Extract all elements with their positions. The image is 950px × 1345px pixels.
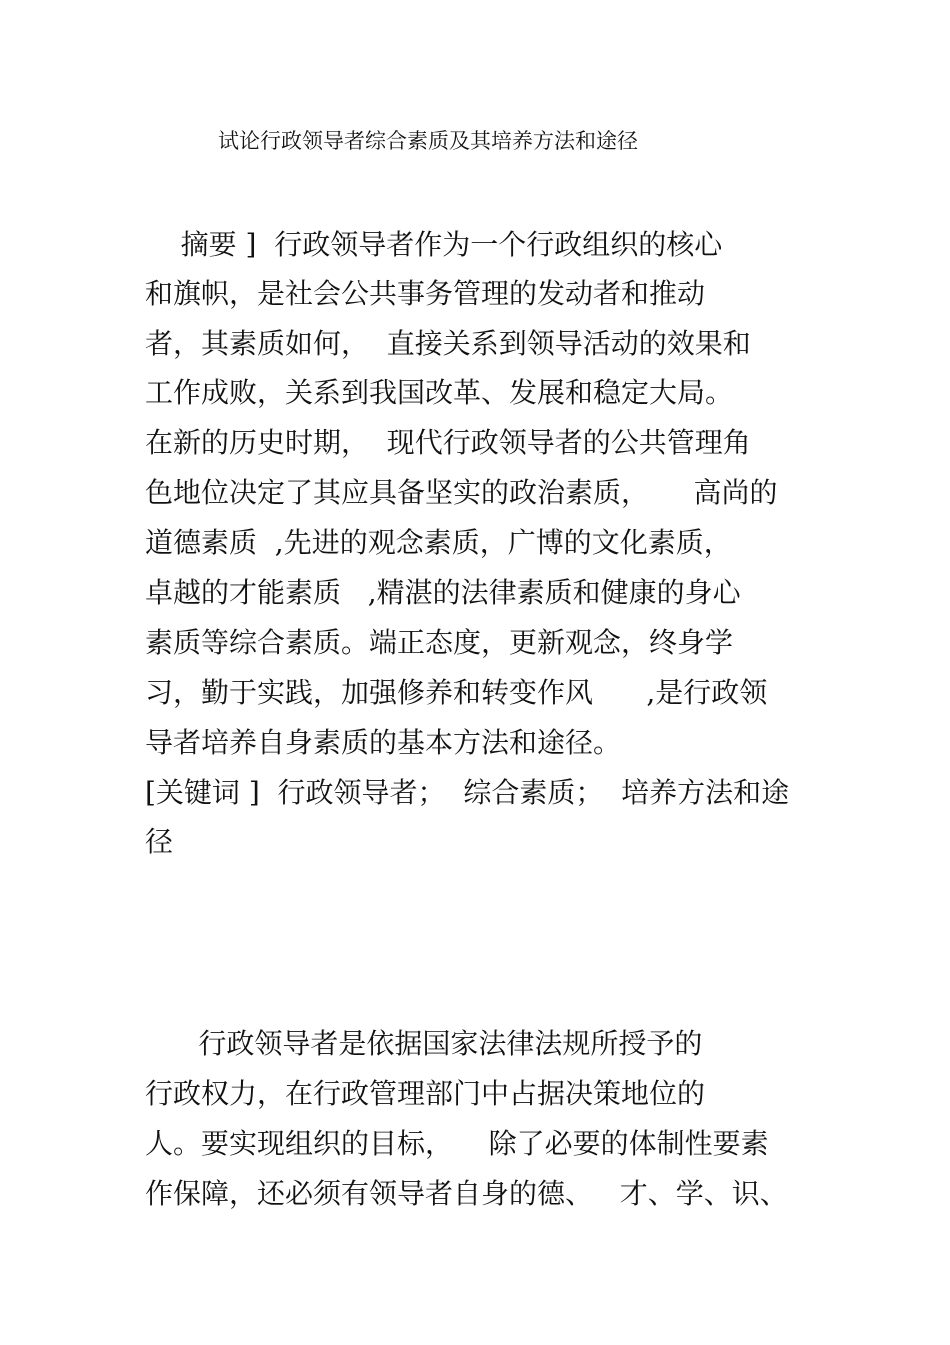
- abstract-line: 习，勤于实践，加强修养和转变作风 ,是行政领: [145, 676, 768, 709]
- abstract-line: 卓越的才能素质 ,精湛的法律素质和健康的身心: [145, 576, 741, 609]
- body-line: 人。要实现组织的目标， 除了必要的体制性要素: [145, 1127, 769, 1160]
- abstract-line: 和旗帜，是社会公共事务管理的发动者和推动: [145, 277, 706, 310]
- abstract-line: 导者培养自身素质的基本方法和途径。: [145, 726, 622, 759]
- body-line: 作保障，还必须有领导者自身的德、 才、学、识、: [145, 1177, 788, 1210]
- abstract-line: 素质等综合素质。端正态度，更新观念，终身学: [145, 626, 734, 659]
- abstract-line: 色地位决定了其应具备坚实的政治素质， 高尚的: [145, 476, 778, 509]
- abstract-line: 在新的历史时期， 现代行政领导者的公共管理角: [145, 426, 751, 459]
- abstract-line: 工作成败，关系到我国改革、发展和稳定大局。: [145, 376, 734, 409]
- keywords-line: 径: [145, 825, 174, 858]
- document-title: 试论行政领导者综合素质及其培养方法和途径: [218, 129, 638, 153]
- abstract-line: 者，其素质如何， 直接关系到领导活动的效果和: [145, 327, 751, 360]
- keywords-line: [关键词 ] 行政领导者； 综合素质； 培养方法和途: [145, 776, 790, 809]
- abstract-line: 摘要 ] 行政领导者作为一个行政组织的核心: [145, 228, 723, 261]
- body-line: 行政领导者是依据国家法律法规所授予的: [145, 1027, 703, 1060]
- body-line: 行政权力，在行政管理部门中占据决策地位的: [145, 1077, 706, 1110]
- abstract-line: 道德素质 ,先进的观念素质，广博的文化素质，: [145, 526, 732, 559]
